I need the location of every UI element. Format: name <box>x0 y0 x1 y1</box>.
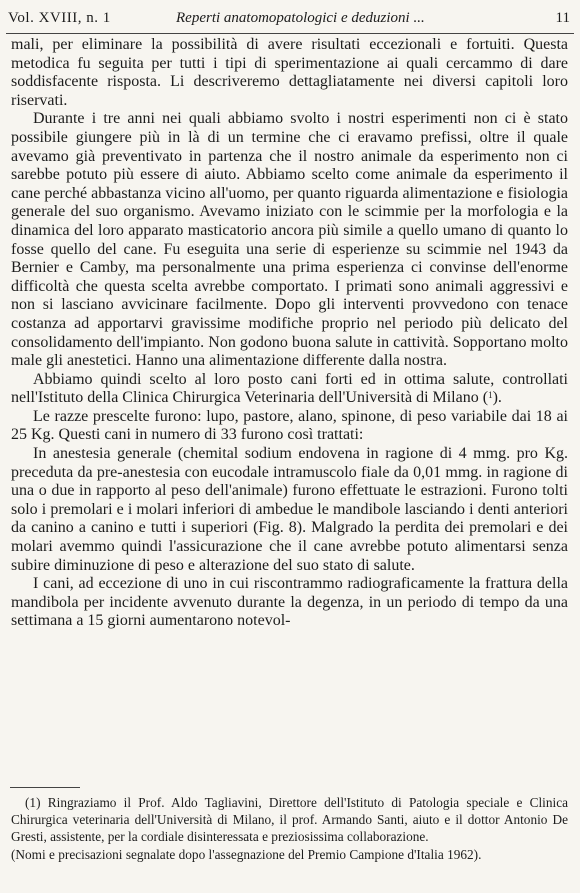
header-running-title: Reperti anatomopatologici e deduzioni ... <box>176 10 425 26</box>
footnote-1-marker: (1) <box>25 795 41 810</box>
paragraph-3-end: ). <box>492 389 502 407</box>
header-volume: Vol. XVIII, n. 1 <box>8 10 111 26</box>
footnotes <box>11 794 568 863</box>
footnote-1-text: Ringraziamo il Prof. Aldo Tagliavini, Direttore dell'Istituto di Patologia speciale e Clinica Chirurgica veterinaria dell'Università di Milano, il prof. Armando Santi, aiuto e il dottor Antonio De Gresti, assistente, per la cordiale disinteressata e preziosissima collaborazione. <box>11 795 568 844</box>
paragraph-5: In anestesia generale (chemital sodium endovena in ragione di 4 mmg. pro Kg. preceduta da pre-anestesia con eucodale intramuscolo fiale da 0,01 mmg. in ragione di una o due in rapporto al peso dell'animale) furono effettuate le estrazioni. Furono tolti solo i premolari e i molari inferiori di ambedue le mandibole lasciando i denti anteriori da canino a canino e tutti i superiori (Fig. 8). Malgrado la perdita dei premolari e dei molari avemmo quindi l'assicurazione che il cane avrebbe potuto alimentarsi senza subire diminuzione di peso e alterazione del suo stato di salute. <box>11 445 568 574</box>
body-text <box>11 36 568 631</box>
paragraph-4: Le razze prescelte furono: lupo, pastore, alano, spinone, di peso variabile dai 18 ai 25 Kg. Questi cani in numero di 33 furono così trattati: <box>11 407 568 444</box>
footnote-reference: 1 <box>488 390 493 401</box>
footnote-divider <box>10 787 80 788</box>
paragraph-6: I cani, ad eccezione di uno in cui riscontrammo radiograficamente la frattura della mandibola per incidente avvenuto durante la degenza, in un periodo di tempo da una settimana a 15 giorni aumentarono notevol- <box>11 575 568 630</box>
footnote-2: (Nomi e precisazioni segnalate dopo l'assegnazione del Premio Campione d'Italia 1962). <box>11 847 482 862</box>
page-number: 11 <box>555 10 570 26</box>
paragraph-3-text: Abbiamo quindi scelto al loro posto cani forti ed in ottima salute, controllati nell'Istituto della Clinica Chirurgica Veterinaria dell'Università di Milano ( <box>11 370 568 407</box>
paragraph-2: Durante i tre anni nei quali abbiamo svolto i nostri esperimenti non ci è stato possibile giungere più in là di un termine che ci eravamo prefissi, oltre il quale avevamo già preventivato in partenza che il nostro animale da esperimento non ci sarebbe potuto più essere di aiuto. Abbiamo scelto come animale da esperimento il cane perché abbastanza vicino all'uomo, per quanto riguarda alimentazione e fisiologia generale del suo organismo. Avevamo iniziato con le scimmie per la morfologia e la dinamica del loro apparato masticatorio ancora più simile a quello umano di quanto lo fosse quello del cane. Fu eseguita una serie di esperienze su scimmie nel 1943 da Bernier e Camby, ma personalmente una prima esperienza ci convinse dell'enorme difficoltà che questa scelta avrebbe comportato. I primati sono animali aggressivi e non si lasciano avvicinare facilmente. Dopo gli interventi provvedono con tenace costanza ad apportarvi gravissime modifiche proprio nel periodo più delicato del consolidamento dell'impianto. Non godono buona salute in cattività. Sopportano molto male gli anestetici. Hanno una alimentazione differente dalla nostra. <box>11 110 568 370</box>
paragraph-1: mali, per eliminare la possibilità di avere risultati eccezionali e fortuiti. Questa metodica fu seguita per tutti i tipi di sperimentazione ai quali cercammo di dare soddisfacente risposta. Li descriveremo dettagliatamente nei diversi capitoli loro riservati. <box>11 36 568 109</box>
header-divider <box>6 33 574 34</box>
running-header <box>8 5 572 31</box>
paragraph-3 <box>11 371 568 408</box>
footnote-1 <box>11 794 568 845</box>
